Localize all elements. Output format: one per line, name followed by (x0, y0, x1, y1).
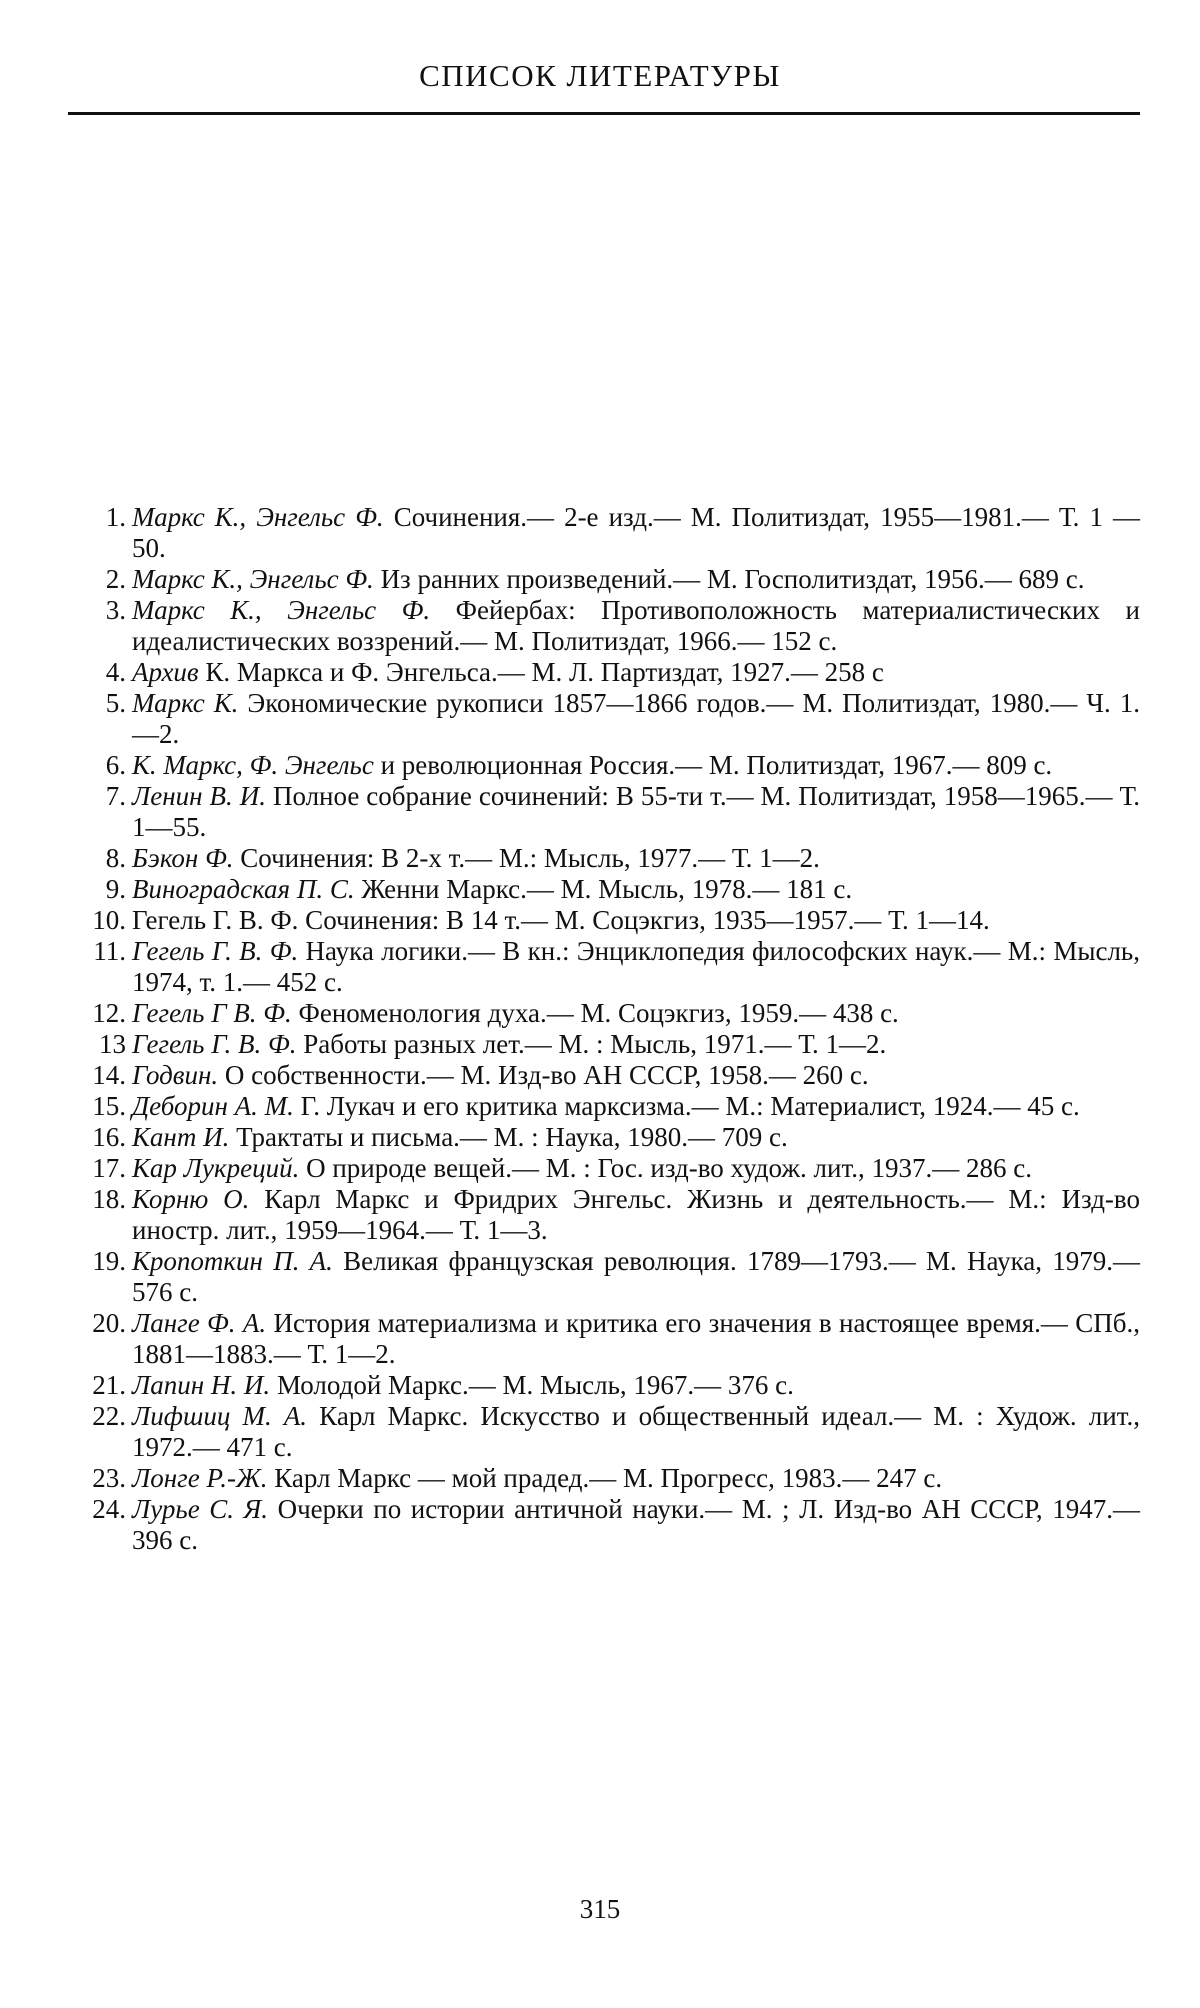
entry-author: Архив (132, 657, 199, 687)
bibliography-entry (82, 874, 1140, 905)
entry-text: Сочинения: В 2-х т.— М.: Мысль, 1977.— Т. 1—2. (233, 843, 820, 873)
entry-text: О природе вещей.— М. : Гос. изд-во худож. лит., 1937.— 286 с. (299, 1153, 1032, 1183)
bibliography-entry (82, 564, 1140, 595)
entry-number: 5. (105, 688, 126, 718)
bibliography-entry (82, 1184, 1140, 1246)
entry-text: и революционная Россия.— М. Политиздат, 1967.— 809 с. (373, 750, 1053, 780)
entry-text: Великая французская революция. 1789—1793.— М. Наука, 1979.— 576 с. (132, 1246, 1140, 1307)
entry-author: К. Маркс, Ф. Энгельс (132, 750, 374, 780)
entry-number: 15. (92, 1091, 126, 1121)
bibliography-entry (82, 1029, 1140, 1060)
bibliography-entry (82, 502, 1140, 564)
entry-author: Корню О. (132, 1184, 250, 1214)
bibliography-entry (82, 1463, 1140, 1494)
entry-text: Наука логики.— В кн.: Энциклопедия философских наук.— М.: Мысль, 1974, т. 1.— 452 с. (132, 936, 1140, 997)
page-title: СПИСОК ЛИТЕРАТУРЫ (419, 58, 781, 93)
entry-number: 2. (105, 564, 126, 594)
entry-text: О собственности.— М. Изд-во АН СССР, 1958.— 260 с. (218, 1060, 869, 1090)
title-rule (68, 112, 1140, 115)
bibliography-entry (82, 905, 1140, 936)
bibliography-entry (82, 657, 1140, 688)
entry-author: Гегель Г. В. Ф. (132, 1029, 297, 1059)
entry-number: 18. (92, 1184, 126, 1214)
entry-number: 11. (93, 936, 126, 966)
entry-number: 12. (92, 998, 126, 1028)
entry-author: Ленин В. И. (132, 781, 266, 811)
bibliography-entry (82, 936, 1140, 998)
entry-text: К. Маркса и Ф. Энгельса.— М. Л. Партиздат, 1927.— 258 с (198, 657, 884, 687)
entry-number: 20. (92, 1308, 126, 1338)
bibliography-entry (82, 1091, 1140, 1122)
entry-author: Маркс К., Энгельс Ф. (132, 595, 431, 625)
bibliography-entry (82, 750, 1140, 781)
bibliography-entry (82, 1122, 1140, 1153)
entry-number: 4. (105, 657, 126, 687)
entry-text: Женни Маркс.— М. Мысль, 1978.— 181 с. (354, 874, 853, 904)
entry-number: 24. (92, 1494, 126, 1524)
page-number: 315 (579, 1894, 621, 1924)
entry-number: 22. (92, 1401, 126, 1431)
entry-number: 23. (92, 1463, 126, 1493)
entry-author: Виноградская П. С. (132, 874, 355, 904)
entry-author: Годвин. (132, 1060, 219, 1090)
bibliography-list (82, 502, 1140, 1556)
entry-text: Гегель Г. В. Ф. Сочинения: В 14 т.— М. Соцэкгиз, 1935—1957.— Т. 1—14. (132, 905, 990, 935)
entry-number: 1. (105, 502, 126, 532)
bibliography-entry (82, 1370, 1140, 1401)
entry-author: Гегель Г В. Ф. (132, 998, 292, 1028)
entry-text: Работы разных лет.— М. : Мысль, 1971.— Т. 1—2. (296, 1029, 887, 1059)
bibliography-entry (82, 1153, 1140, 1184)
bibliography-entry (82, 688, 1140, 750)
entry-text: Г. Лукач и его критика марксизма.— М.: Материалист, 1924.— 45 с. (293, 1091, 1080, 1121)
entry-number: 21. (92, 1370, 126, 1400)
bibliography-entry (82, 1060, 1140, 1091)
entry-number: 8. (105, 843, 126, 873)
entry-author: Маркс К., Энгельс Ф. (132, 502, 384, 532)
entry-author: Кант И. (132, 1122, 230, 1152)
entry-author: Бэкон Ф. (132, 843, 234, 873)
entry-number: 3. (105, 595, 126, 625)
entry-text: Фейербах: Противоположность материалистических и идеалистических воззрений.— М. Политиздат, 1966.— 152 с. (132, 595, 1140, 656)
entry-text: Карл Маркс. Искусство и общественный идеал.— М. : Худож. лит., 1972.— 471 с. (132, 1401, 1140, 1462)
entry-number: 19. (92, 1246, 126, 1276)
bibliography-entry (82, 1308, 1140, 1370)
bibliography-entry (82, 843, 1140, 874)
bibliography-entry (82, 1401, 1140, 1463)
entry-author: Лонге Р.-Ж. (132, 1463, 268, 1493)
bibliography-entry (82, 781, 1140, 843)
entry-text: Феноменология духа.— М. Соцэкгиз, 1959.— 438 с. (291, 998, 899, 1028)
entry-text: Из ранних произведений.— М. Госполитиздат, 1956.— 689 с. (373, 564, 1085, 594)
entry-number: 9. (105, 874, 126, 904)
entry-number: 7. (105, 781, 126, 811)
entry-author: Лифшиц М. А. (132, 1401, 308, 1431)
entry-text: Очерки по истории античной науки.— М. ; Л. Изд-во АН СССР, 1947.— 396 с. (132, 1494, 1140, 1555)
entry-number: 17. (92, 1153, 126, 1183)
entry-text: История материализма и критика его значения в настоящее время.— СПб., 1881—1883.— Т. 1—2. (132, 1308, 1140, 1369)
bibliography-entry (82, 595, 1140, 657)
entry-text: Полное собрание сочинений: В 55-ти т.— М. Политиздат, 1958—1965.— Т. 1—55. (132, 781, 1140, 842)
entry-text: Экономические рукописи 1857—1866 годов.— М. Политиздат, 1980.— Ч. 1.—2. (132, 688, 1140, 749)
entry-number: 10. (92, 905, 126, 935)
entry-author: Лапин Н. И. (132, 1370, 271, 1400)
entry-number: 13 (99, 1029, 126, 1059)
entry-author: Деборин А. М. (132, 1091, 294, 1121)
entry-number: 14. (92, 1060, 126, 1090)
bibliography-entry (82, 998, 1140, 1029)
entry-author: Маркс К., Энгельс Ф. (132, 564, 374, 594)
entry-author: Маркс К. (132, 688, 239, 718)
entry-text: Сочинения.— 2-е изд.— М. Политиздат, 1955—1981.— Т. 1 — 50. (132, 502, 1140, 563)
entry-author: Ланге Ф. А. (132, 1308, 267, 1338)
entry-author: Гегель Г. В. Ф. (132, 936, 299, 966)
bibliography-entry (82, 1246, 1140, 1308)
entry-author: Лурье С. Я. (132, 1494, 269, 1524)
entry-author: Кропоткин П. А. (132, 1246, 333, 1276)
entry-author: Кар Лукреций. (132, 1153, 300, 1183)
entry-text: Карл Маркс и Фридрих Энгельс. Жизнь и деятельность.— М.: Изд-во иностр. лит., 1959—1964.— Т. 1—3. (132, 1184, 1140, 1245)
entry-text: Трактаты и письма.— М. : Наука, 1980.— 709 с. (229, 1122, 788, 1152)
entry-number: 16. (92, 1122, 126, 1152)
entry-number: 6. (105, 750, 126, 780)
entry-text: Молодой Маркс.— М. Мысль, 1967.— 376 с. (270, 1370, 794, 1400)
entry-text: Карл Маркс — мой прадед.— М. Прогресс, 1983.— 247 с. (267, 1463, 943, 1493)
bibliography-entry (82, 1494, 1140, 1556)
